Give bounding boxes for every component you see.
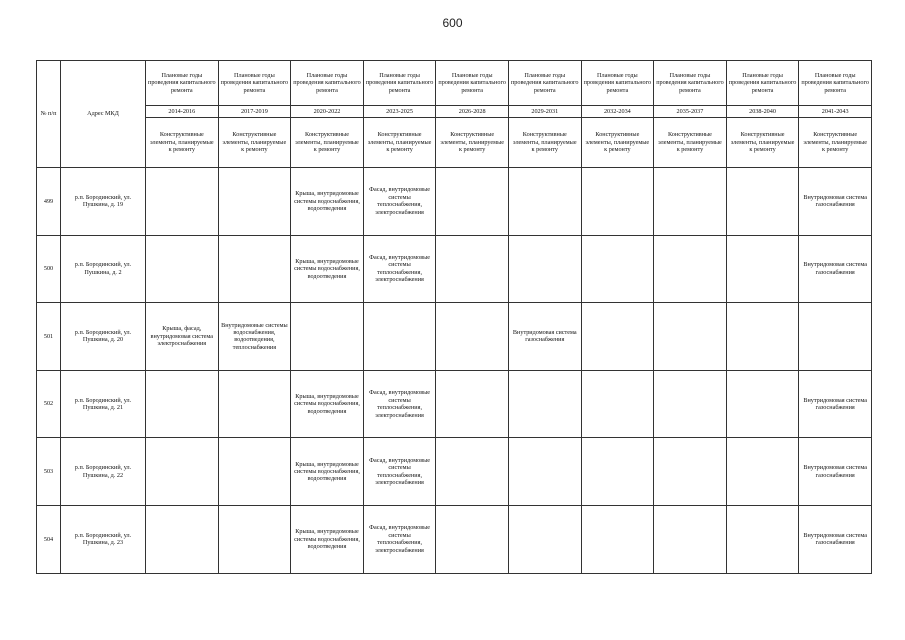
table-row [37, 235, 872, 303]
row-elements-cell [654, 168, 727, 236]
row-number: 499 [37, 168, 61, 236]
row-number: 500 [37, 235, 61, 303]
row-address: р.п. Бородинский, ул. Пушкина, д. 19 [61, 168, 146, 236]
header-elements: Конструктивные элементы, планируемые к ремонту [436, 118, 509, 168]
row-elements-cell: Крыша, внутридомовые системы водоснабжения, водоотведения [291, 235, 364, 303]
header-plan-years: Плановые годы проведения капитального ремонта [581, 61, 654, 106]
header-plan-years: Плановые годы проведения капитального ремонта [436, 61, 509, 106]
row-elements-cell [436, 505, 509, 573]
header-elements: Конструктивные элементы, планируемые к ремонту [363, 118, 436, 168]
row-address: р.п. Бородинский, ул. Пушкина, д. 2 [61, 235, 146, 303]
row-elements-cell [654, 505, 727, 573]
header-elements: Конструктивные элементы, планируемые к ремонту [508, 118, 581, 168]
row-elements-cell [654, 370, 727, 438]
row-elements-cell [291, 303, 364, 371]
row-elements-cell: Крыша, внутридомовые системы водоснабжения, водоотведения [291, 505, 364, 573]
row-elements-cell: Внутридомовая система газоснабжения [799, 235, 872, 303]
row-elements-cell [581, 505, 654, 573]
capital-repair-plan-table [36, 60, 872, 574]
table-row [37, 303, 872, 371]
row-elements-cell [218, 505, 291, 573]
row-elements-cell [654, 303, 727, 371]
row-elements-cell [146, 370, 219, 438]
row-elements-cell [508, 235, 581, 303]
header-period: 2023-2025 [363, 106, 436, 118]
header-elements: Конструктивные элементы, планируемые к ремонту [291, 118, 364, 168]
table-row [37, 438, 872, 506]
row-elements-cell [146, 235, 219, 303]
header-plan-years: Плановые годы проведения капитального ремонта [654, 61, 727, 106]
header-period: 2029-2031 [508, 106, 581, 118]
header-plan-years: Плановые годы проведения капитального ремонта [726, 61, 799, 106]
row-elements-cell [654, 235, 727, 303]
row-address: р.п. Бородинский, ул. Пушкина, д. 22 [61, 438, 146, 506]
table-row [37, 168, 872, 236]
header-period: 2014-2016 [146, 106, 219, 118]
row-elements-cell [581, 303, 654, 371]
header-period: 2038-2040 [726, 106, 799, 118]
row-elements-cell: Крыша, фасад, внутридомовая система электроснабжения [146, 303, 219, 371]
header-period: 2035-2037 [654, 106, 727, 118]
row-elements-cell: Фасад, внутридомовые системы теплоснабжения, электроснабжения [363, 168, 436, 236]
row-elements-cell: Крыша, внутридомовые системы водоснабжения, водоотведения [291, 168, 364, 236]
row-elements-cell [146, 168, 219, 236]
row-elements-cell [508, 370, 581, 438]
header-num: № п/п [37, 61, 61, 168]
row-elements-cell: Внутридомовая система газоснабжения [799, 168, 872, 236]
row-elements-cell: Фасад, внутридомовые системы теплоснабжения, электроснабжения [363, 235, 436, 303]
row-elements-cell [218, 438, 291, 506]
table-row [37, 505, 872, 573]
row-elements-cell: Внутридомовая система газоснабжения [508, 303, 581, 371]
row-elements-cell [581, 235, 654, 303]
row-address: р.п. Бородинский, ул. Пушкина, д. 20 [61, 303, 146, 371]
page-number: 600 [442, 16, 463, 30]
row-elements-cell [726, 235, 799, 303]
header-elements: Конструктивные элементы, планируемые к ремонту [654, 118, 727, 168]
table-row [37, 370, 872, 438]
row-elements-cell [146, 505, 219, 573]
row-number: 501 [37, 303, 61, 371]
row-elements-cell [218, 235, 291, 303]
header-address: Адрес МКД [61, 61, 146, 168]
row-elements-cell: Фасад, внутридомовые системы теплоснабжения, электроснабжения [363, 438, 436, 506]
row-elements-cell [218, 370, 291, 438]
header-plan-years: Плановые годы проведения капитального ремонта [799, 61, 872, 106]
row-elements-cell [799, 303, 872, 371]
row-elements-cell [436, 235, 509, 303]
row-elements-cell [436, 168, 509, 236]
header-plan-years: Плановые годы проведения капитального ремонта [146, 61, 219, 106]
row-elements-cell [726, 505, 799, 573]
row-number: 502 [37, 370, 61, 438]
header-elements: Конструктивные элементы, планируемые к ремонту [726, 118, 799, 168]
row-elements-cell [581, 438, 654, 506]
header-period: 2041-2043 [799, 106, 872, 118]
row-number: 504 [37, 505, 61, 573]
row-elements-cell [726, 303, 799, 371]
row-elements-cell: Крыша, внутридомовые системы водоснабжения, водоотведения [291, 370, 364, 438]
row-elements-cell: Внутридомовая система газоснабжения [799, 438, 872, 506]
header-period: 2026-2028 [436, 106, 509, 118]
row-elements-cell [581, 168, 654, 236]
row-elements-cell: Крыша, внутридомовые системы водоснабжения, водоотведения [291, 438, 364, 506]
row-elements-cell [508, 505, 581, 573]
row-elements-cell [654, 438, 727, 506]
row-elements-cell: Фасад, внутридомовые системы теплоснабжения, электроснабжения [363, 370, 436, 438]
header-period: 2017-2019 [218, 106, 291, 118]
row-elements-cell [726, 438, 799, 506]
header-plan-years: Плановые годы проведения капитального ремонта [363, 61, 436, 106]
row-elements-cell [508, 438, 581, 506]
header-plan-years: Плановые годы проведения капитального ремонта [508, 61, 581, 106]
row-elements-cell [726, 370, 799, 438]
header-period: 2020-2022 [291, 106, 364, 118]
row-elements-cell [146, 438, 219, 506]
row-number: 503 [37, 438, 61, 506]
row-elements-cell [508, 168, 581, 236]
header-plan-years: Плановые годы проведения капитального ремонта [291, 61, 364, 106]
row-address: р.п. Бородинский, ул. Пушкина, д. 23 [61, 505, 146, 573]
row-elements-cell [726, 168, 799, 236]
row-elements-cell [218, 168, 291, 236]
header-elements: Конструктивные элементы, планируемые к ремонту [581, 118, 654, 168]
row-address: р.п. Бородинский, ул. Пушкина, д. 21 [61, 370, 146, 438]
header-elements: Конструктивные элементы, планируемые к ремонту [146, 118, 219, 168]
header-period: 2032-2034 [581, 106, 654, 118]
header-elements: Конструктивные элементы, планируемые к ремонту [799, 118, 872, 168]
row-elements-cell: Внутридомовые системы водоснабжения, водоотведения, теплоснабжения [218, 303, 291, 371]
row-elements-cell: Фасад, внутридомовые системы теплоснабжения, электроснабжения [363, 505, 436, 573]
row-elements-cell [436, 303, 509, 371]
row-elements-cell [581, 370, 654, 438]
header-elements: Конструктивные элементы, планируемые к ремонту [218, 118, 291, 168]
row-elements-cell [436, 438, 509, 506]
row-elements-cell [363, 303, 436, 371]
header-plan-years: Плановые годы проведения капитального ремонта [218, 61, 291, 106]
row-elements-cell [436, 370, 509, 438]
row-elements-cell: Внутридомовая система газоснабжения [799, 370, 872, 438]
row-elements-cell: Внутридомовая система газоснабжения [799, 505, 872, 573]
